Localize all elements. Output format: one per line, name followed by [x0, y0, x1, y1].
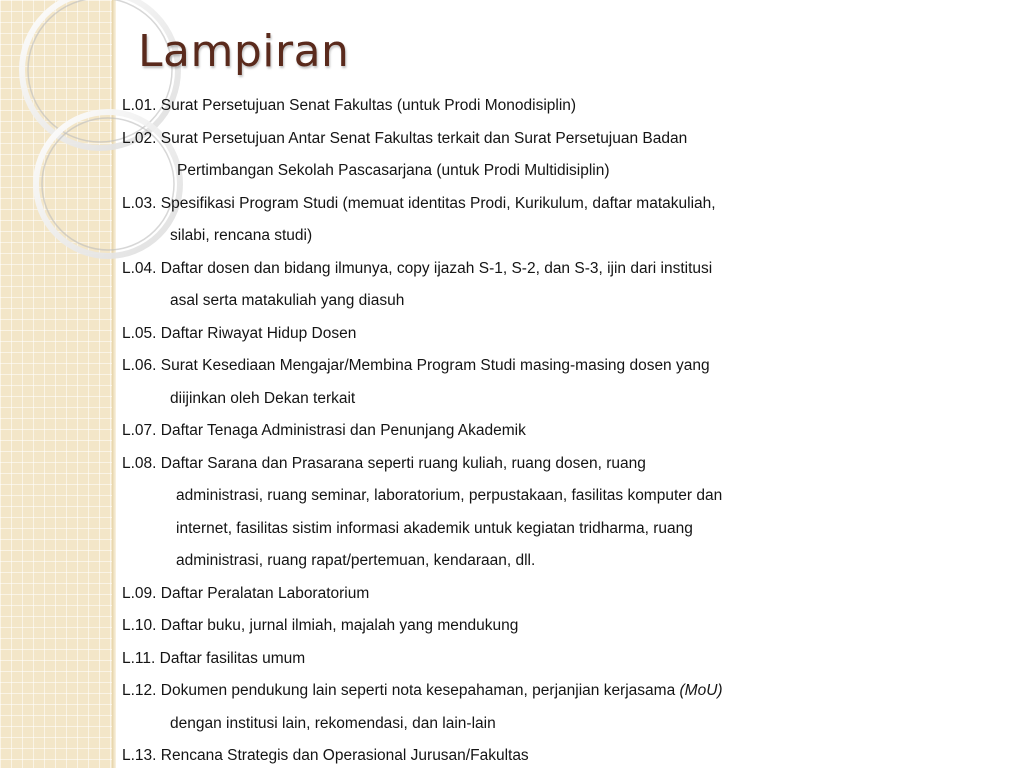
list-item-l12 — [122, 675, 1002, 708]
list-item-l02-cont: Pertimbangan Sekolah Pascasarjana (untuk Prodi Multidisiplin) — [177, 162, 610, 179]
list-item-l01: L.01. Surat Persetujuan Senat Fakultas (untuk Prodi Monodisiplin) — [122, 97, 577, 114]
list-item-l12-cont: dengan institusi lain, rekomendasi, dan lain-lain — [170, 714, 496, 732]
attachment-list — [122, 90, 1002, 773]
list-item-l12-text: L.12. Dokumen pendukung lain seperti nota kesepahaman, perjanjian kerjasama — [122, 682, 676, 699]
list-item-l04: L.04. Daftar dosen dan bidang ilmunya, copy ijazah S-1, S-2, dan S-3, ijin dari institusi — [122, 259, 713, 277]
list-item-l06-cont: diijinkan oleh Dekan terkait — [170, 389, 356, 407]
list-item-l07: L.07. Daftar Tenaga Administrasi dan Penunjang Akademik — [122, 422, 526, 439]
list-item-l09: L.09. Daftar Peralatan Laboratorium — [122, 584, 370, 602]
list-item-l08-cont-1: administrasi, ruang seminar, laboratorium, perpustakaan, fasilitas komputer dan — [176, 487, 723, 504]
page-title: Lampiran — [138, 26, 350, 77]
list-item-l06: L.06. Surat Kesediaan Mengajar/Membina Program Studi masing-masing dosen yang — [122, 357, 710, 374]
list-item-l03: L.03. Spesifikasi Program Studi (memuat identitas Prodi, Kurikulum, daftar matakuliah, — [122, 194, 716, 212]
list-item-l11: L.11. Daftar fasilitas umum — [122, 649, 306, 667]
list-item-l08-cont-3: administrasi, ruang rapat/pertemuan, kendaraan, dll. — [176, 552, 536, 569]
list-item-l08-cont-2: internet, fasilitas sistim informasi akademik untuk kegiatan tridharma, ruang — [176, 519, 693, 537]
list-item-l13: L.13. Rencana Strategis dan Operasional Jurusan/Fakultas — [122, 747, 529, 764]
list-item-l02: L.02. Surat Persetujuan Antar Senat Fakultas terkait dan Surat Persetujuan Badan — [122, 129, 688, 147]
list-item-l05: L.05. Daftar Riwayat Hidup Dosen — [122, 324, 357, 342]
list-item-l04-cont: asal serta matakuliah yang diasuh — [170, 292, 405, 309]
list-item-l10: L.10. Daftar buku, jurnal ilmiah, majalah yang mendukung — [122, 617, 519, 634]
list-item-l03-cont: silabi, rencana studi) — [170, 227, 313, 244]
list-item-l08: L.08. Daftar Sarana dan Prasarana seperti ruang kuliah, ruang dosen, ruang — [122, 454, 646, 472]
list-item-l12-mou: (MoU) — [679, 682, 723, 699]
